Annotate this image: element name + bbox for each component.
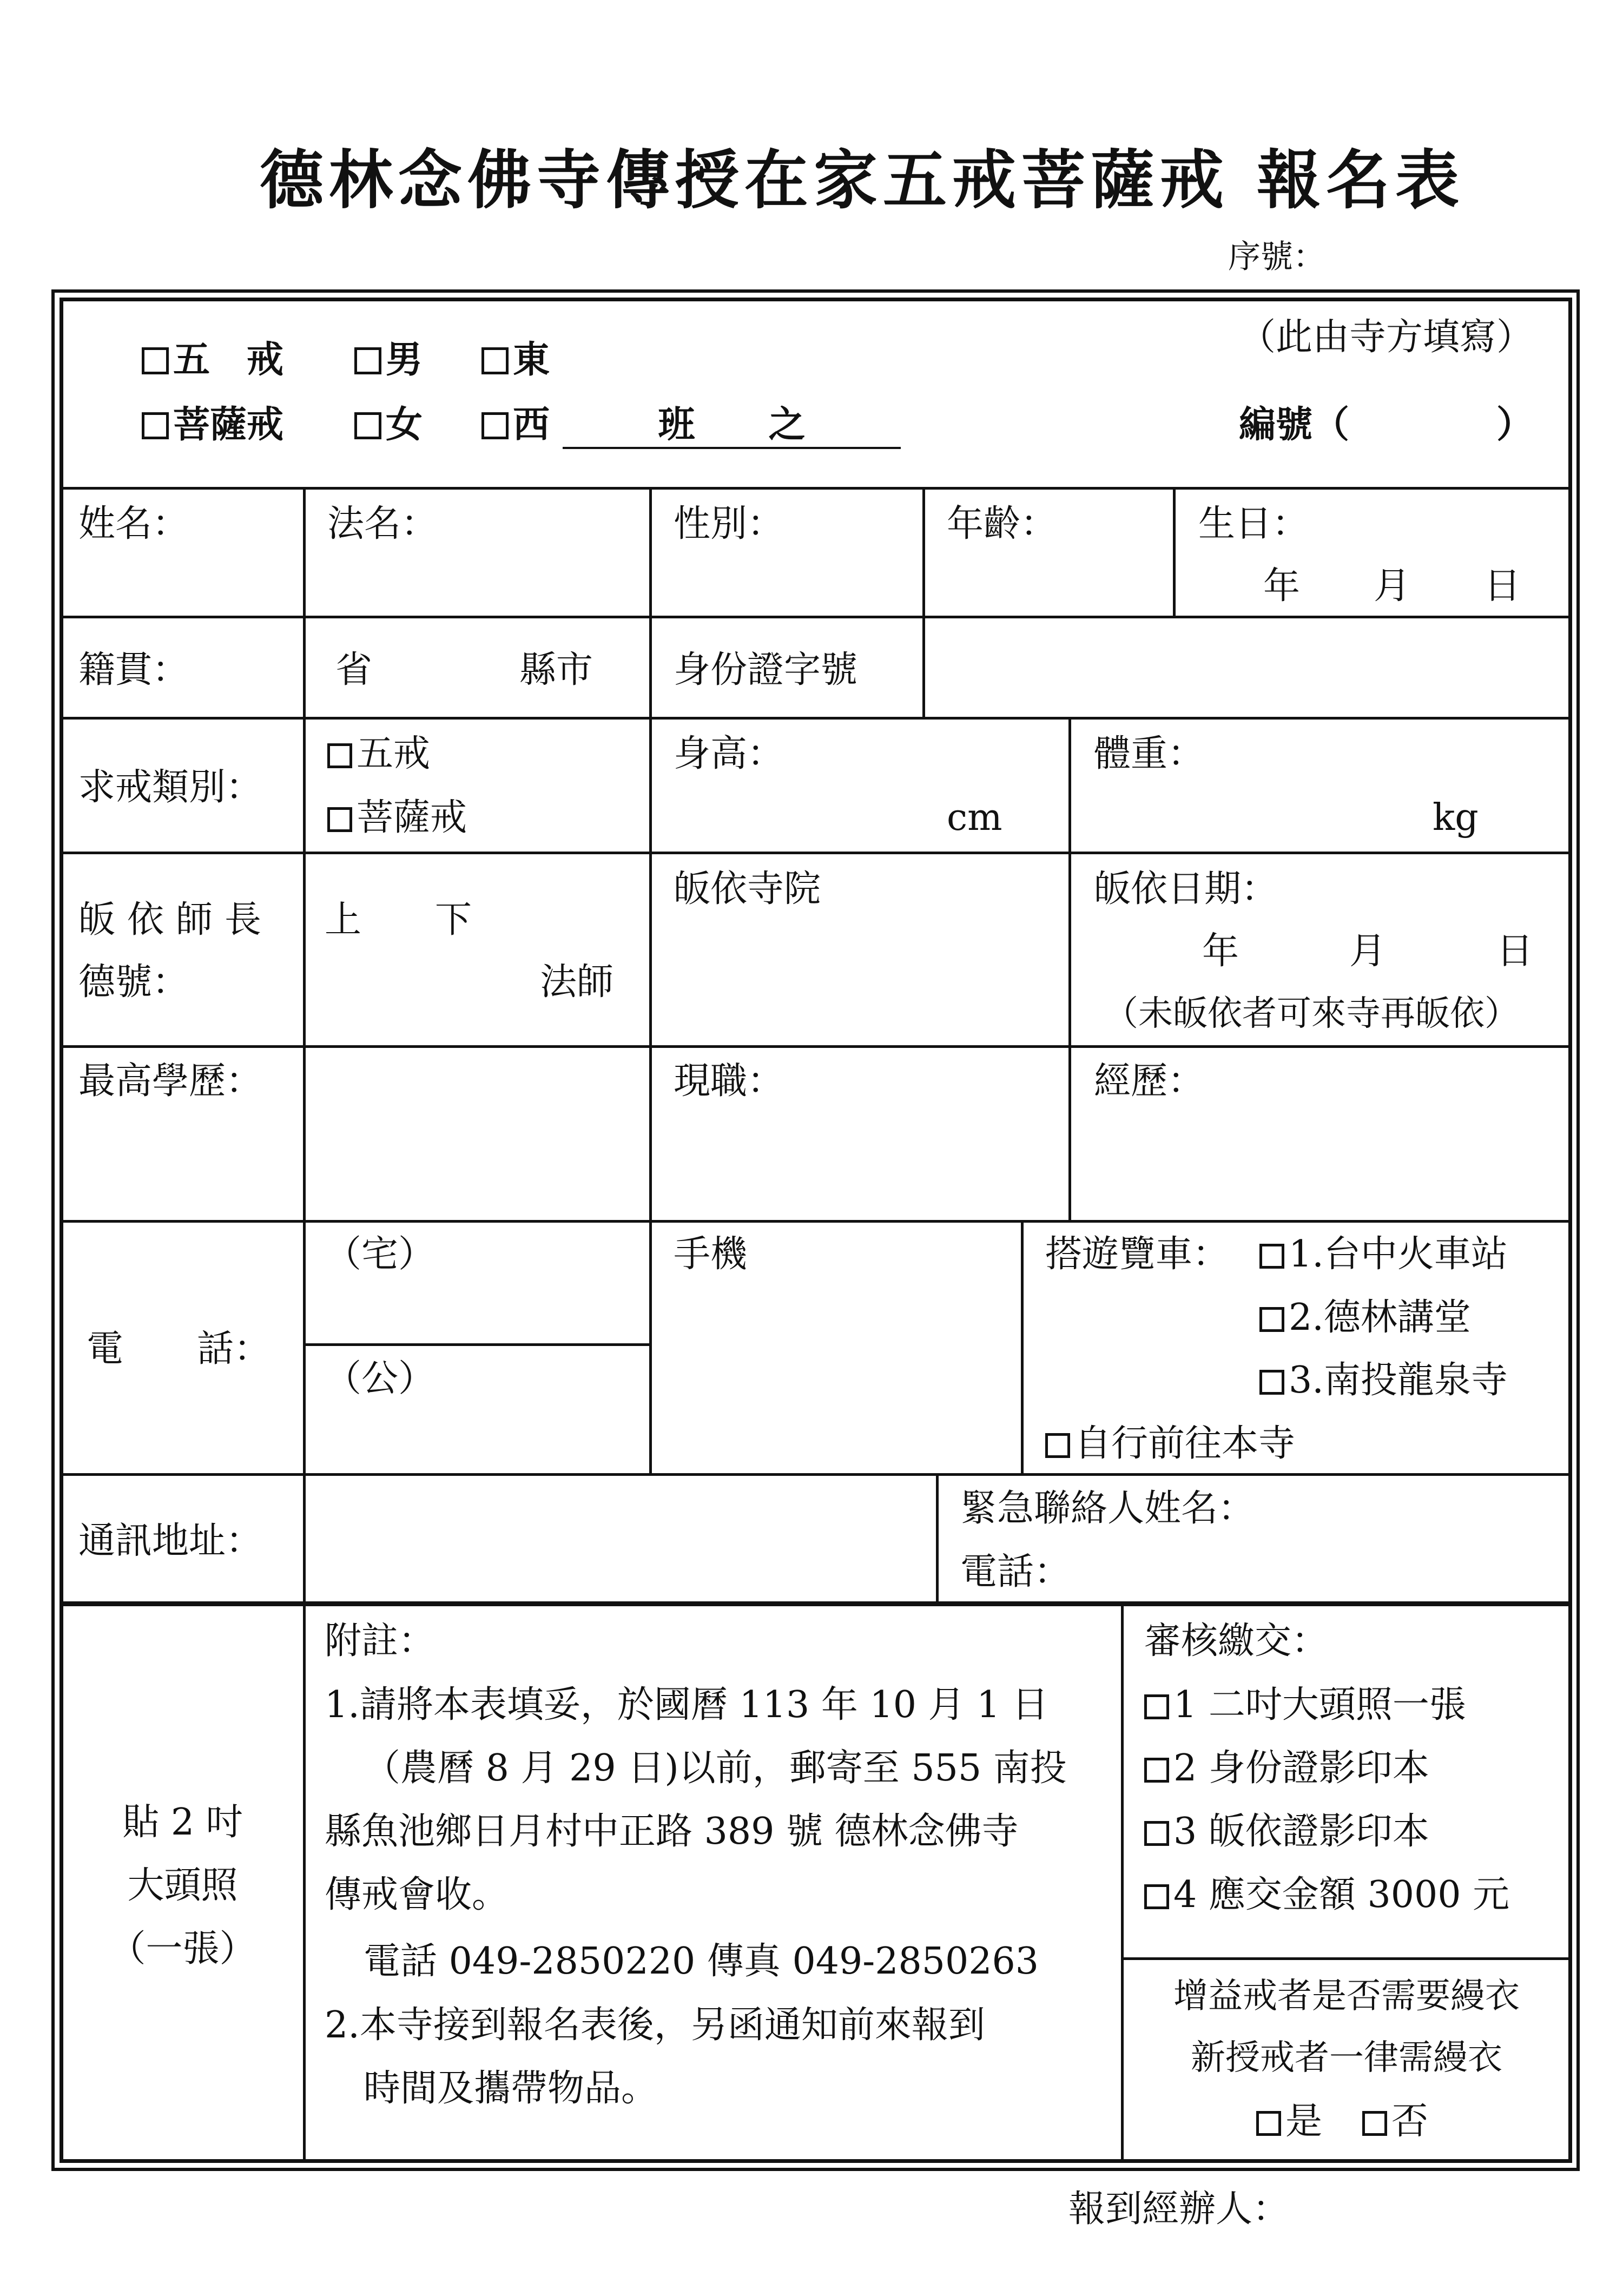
checkbox[interactable]: [354, 347, 381, 374]
checkbox[interactable]: [1259, 1370, 1284, 1395]
phone-label: 電 話：: [87, 1328, 271, 1370]
note-line: （農曆 8 月 29 日)以前，郵寄至 555 南投: [364, 1747, 1067, 1790]
checkbox[interactable]: [1045, 1433, 1070, 1458]
weight-label: 體重：: [1094, 733, 1205, 775]
fashi-label: 法師: [540, 961, 614, 1004]
review-title: 審核繳交：: [1144, 1620, 1329, 1662]
checkbox[interactable]: [1144, 1884, 1169, 1909]
photo-label-3: （一張）: [109, 1928, 256, 1970]
checkbox[interactable]: [1144, 1758, 1169, 1783]
grid-line: [936, 1473, 939, 1603]
birthday-label: 生日：: [1198, 503, 1309, 545]
temple-fill-note: （此由寺方填寫）: [1239, 316, 1534, 359]
grid-line: [62, 616, 1569, 618]
note-line: 傳戒會收。: [325, 1873, 509, 1916]
dharma-name-label: 法名：: [327, 503, 438, 545]
note-line: 2.本寺接到報名表後，另函通知前來報到: [325, 2004, 985, 2047]
option-bodhisattva[interactable]: 菩薩戒: [142, 407, 283, 444]
option-west[interactable]: 西: [481, 407, 550, 444]
grid-line: [62, 717, 1569, 720]
bus-label: 搭遊覽車：: [1045, 1233, 1230, 1276]
grid-line: [1173, 487, 1176, 616]
checkbox[interactable]: [1144, 1821, 1169, 1846]
notes-title: 附註：: [325, 1620, 436, 1662]
grid-line: [649, 487, 652, 1473]
grid-line: [304, 1343, 650, 1346]
weight-unit: kg: [1433, 796, 1479, 839]
review-item-refuge-certificate[interactable]: 3 皈依證影印本: [1144, 1813, 1429, 1850]
option-male[interactable]: 男: [354, 342, 423, 379]
checkbox[interactable]: [1259, 1307, 1284, 1332]
note-line: 時間及攜帶物品。: [364, 2067, 658, 2110]
checkbox[interactable]: [1362, 2111, 1387, 2136]
grid-line: [303, 487, 306, 2163]
grid-line: [62, 487, 1569, 490]
native-place-label: 籍貫：: [78, 649, 189, 691]
grid-line: [1068, 717, 1071, 1220]
review-item-id-copy[interactable]: 2 身份證影印本: [1144, 1750, 1429, 1787]
province-county-label: 省 縣市: [335, 649, 593, 691]
checkbox[interactable]: [142, 412, 169, 439]
bus-option-longquan-temple[interactable]: 3.南投龍泉寺: [1259, 1362, 1508, 1399]
class-field[interactable]: 班 之: [563, 407, 901, 449]
emergency-contact-name-label: 緊急聯絡人姓名：: [960, 1487, 1255, 1530]
home-phone-label: （宅）: [325, 1233, 436, 1276]
address-label: 通訊地址：: [78, 1520, 263, 1562]
robe-question: 增益戒者是否需要縵衣: [1173, 1976, 1520, 2016]
checkbox[interactable]: [1144, 1694, 1169, 1719]
bus-option-delin-hall[interactable]: 2.德林講堂: [1259, 1299, 1471, 1336]
gender-label: 性別：: [674, 503, 784, 545]
category-five-precepts[interactable]: 五戒: [327, 736, 430, 773]
refuge-date-label: 皈依日期：: [1094, 868, 1278, 911]
grid-line: [62, 1220, 1569, 1223]
checkbox[interactable]: [142, 347, 169, 374]
checkbox[interactable]: [327, 807, 352, 832]
name-label: 姓名：: [78, 503, 189, 545]
checkbox[interactable]: [481, 412, 509, 439]
experience-label: 經歷：: [1094, 1060, 1205, 1103]
form-title: 德林念佛寺傳授在家五戒菩薩戒 報名表: [260, 143, 1465, 217]
checkbox[interactable]: [354, 412, 381, 439]
grid-line: [1021, 1220, 1024, 1473]
self-travel-option[interactable]: 自行前往本寺: [1045, 1426, 1295, 1462]
option-five-precepts[interactable]: 五 戒: [142, 342, 283, 379]
height-unit: cm: [947, 796, 1002, 839]
option-east[interactable]: 東: [481, 342, 550, 379]
photo-label-1: 貼 2 吋: [122, 1801, 243, 1844]
number-field[interactable]: 編號（ ）: [1239, 404, 1534, 446]
grid-line: [1121, 1605, 1124, 2163]
grid-line: [922, 487, 925, 717]
review-item-photo[interactable]: 1 二吋大頭照一張: [1144, 1687, 1466, 1724]
category-bodhisattva[interactable]: 菩薩戒: [327, 800, 467, 836]
note-line: 1.請將本表填妥，於國曆 113 年 10 月 1 日: [325, 1684, 1049, 1726]
grid-line: [62, 852, 1569, 854]
mobile-label: 手機: [674, 1233, 748, 1276]
refuge-teacher-label: 皈依師長: [78, 899, 274, 941]
checkbox[interactable]: [1259, 1244, 1284, 1269]
grid-line-thick: [62, 1601, 1569, 1606]
education-label: 最高學歷：: [78, 1060, 263, 1103]
emergency-contact-phone-label: 電話：: [960, 1551, 1071, 1593]
checkbox[interactable]: [327, 743, 352, 768]
robe-no-option[interactable]: 否: [1362, 2103, 1428, 2140]
robe-yes-option[interactable]: 是: [1256, 2103, 1322, 2140]
office-phone-label: （公）: [325, 1357, 436, 1400]
category-label: 求戒類別：: [78, 766, 263, 809]
refuge-note: （未皈依者可來寺再皈依）: [1104, 994, 1519, 1034]
checkbox[interactable]: [481, 347, 509, 374]
grid-line: [62, 1473, 1569, 1476]
registrar-label: 報到經辦人：: [1068, 2188, 1290, 2231]
shang-xia-label: 上 下: [325, 899, 472, 941]
serial-number-label: 序號：: [1228, 238, 1325, 276]
occupation-label: 現職：: [674, 1060, 784, 1103]
option-female[interactable]: 女: [354, 407, 423, 444]
note-phone-fax: 電話 049-2850220 傳真 049-2850263: [364, 1940, 1039, 1983]
refuge-teacher-title-label: 德號：: [78, 961, 189, 1004]
grid-line: [1121, 1957, 1569, 1960]
note-line: 縣魚池鄉日月村中正路 389 號 德林念佛寺: [325, 1810, 1019, 1853]
review-item-payment[interactable]: 4 應交金額 3000 元: [1144, 1877, 1509, 1914]
height-label: 身高：: [674, 733, 784, 775]
checkbox[interactable]: [1256, 2111, 1281, 2136]
robe-rule: 新授戒者一律需縵衣: [1191, 2038, 1502, 2078]
bus-option-taichung-station[interactable]: 1.台中火車站: [1259, 1236, 1508, 1273]
refuge-date-ymd: 年 月 日: [1202, 930, 1534, 973]
grid-line: [62, 1045, 1569, 1048]
birthday-ymd: 年 月 日: [1263, 565, 1521, 608]
id-number-label: 身份證字號: [674, 649, 858, 691]
age-label: 年齡：: [947, 503, 1058, 545]
refuge-temple-label: 皈依寺院: [674, 868, 821, 911]
photo-label-2: 大頭照: [127, 1864, 238, 1907]
